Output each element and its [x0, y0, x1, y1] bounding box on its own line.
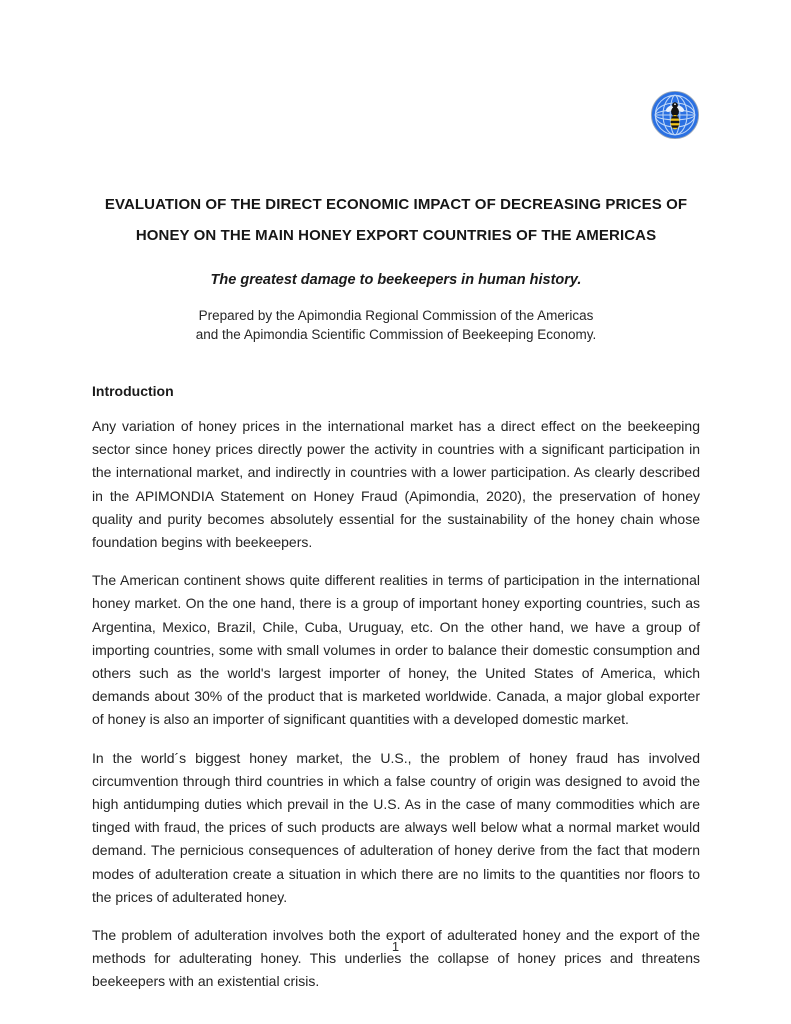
document-title [92, 189, 700, 251]
paragraph-1: Any variation of honey prices in the international market has a direct effect on the beekeeping sector since honey prices directly power the activity in countries with a significant participation in the international market, and indirectly in countries with a lower participation. As clearly described in the APIMONDIA Statement on Honey Fraud (Apimondia, 2020), the preservation of honey quality and purity becomes absolutely essential for the sustainability of the honey chain whose foundation begins with beekeepers. [92, 418, 700, 551]
section-heading-introduction: Introduction [92, 383, 174, 399]
document-subtitle: The greatest damage to beekeepers in human history. [210, 272, 582, 288]
byline-line-1: Prepared by the Apimondia Regional Commission of the Americas [198, 308, 594, 323]
page-number: 1 [391, 939, 400, 954]
paragraph-2: The American continent shows quite different realities in terms of participation in the international honey market. On the one hand, there is a group of important honey exporting countries, such as Argentina, Mexico, Brazil, Chile, Cuba, Uruguay, etc. On the other hand, we have a group of importing countries, some with small volumes in order to balance their domestic consumption and others such as the world's largest importer of honey, the United States of America, which demands about 30% of the product that is marketed worldwide. Canada, a major global exporter of honey is also an importer of significant quantities with a developed domestic market. [92, 572, 700, 728]
paragraph-3: In the world´s biggest honey market, the U.S., the problem of honey fraud has involved circumvention through third countries in which a false country of origin was designed to avoid the high antidumping duties which prevail in the U.S. As in the case of many commodities which are tinged with fraud, the prices of such products are always well below what a normal market would demand. The pernicious consequences of adulteration of honey derive from the fact that modern modes of adulteration create a situation in which there are no limits to the quantities nor floors to the prices of adulterated honey. [92, 749, 700, 905]
title-line-1: EVALUATION OF THE DIRECT ECONOMIC IMPACT OF DECREASING PRICES OF [104, 196, 688, 213]
apimondia-globe-bee-logo [650, 90, 700, 140]
title-line-2: HONEY ON THE MAIN HONEY EXPORT COUNTRIES OF THE AMERICAS [135, 227, 657, 244]
byline [92, 306, 700, 344]
byline-line-2: and the Apimondia Scientific Commission of Beekeeping Economy. [195, 327, 597, 342]
paragraph-4: The problem of adulteration involves both the export of adulterated honey and the export of the methods for adulterating honey. This underlies the collapse of honey prices and threatens beekeepers with an existential crisis. [92, 927, 700, 990]
document-body [92, 189, 700, 994]
